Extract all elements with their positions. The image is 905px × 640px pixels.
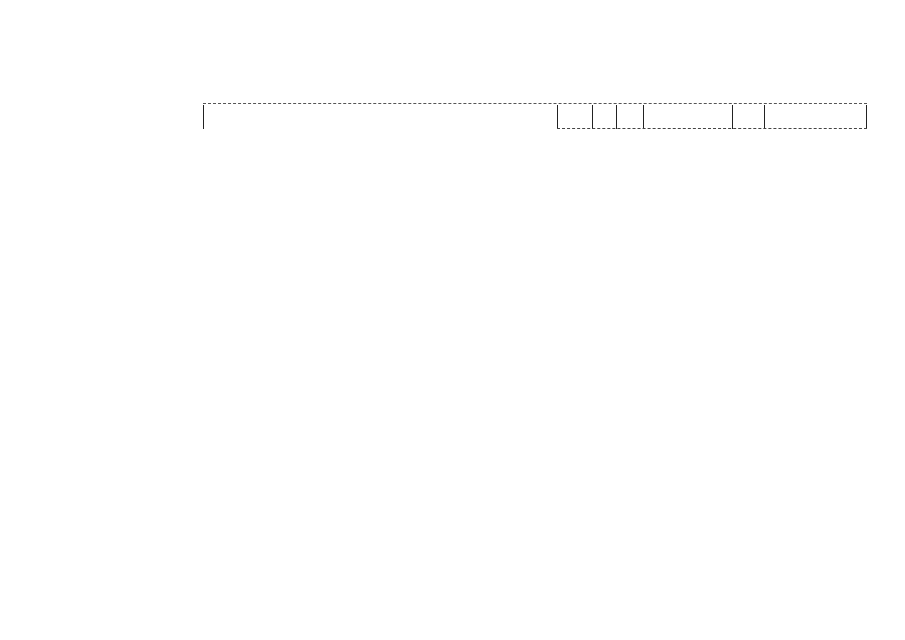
header-name: [207, 108, 555, 128]
header-divider: [557, 105, 558, 129]
header-divider: [643, 105, 644, 129]
header-bottom-rule: [557, 128, 867, 129]
header-pr: [617, 108, 643, 128]
header-rz: [593, 108, 617, 128]
header-divider: [203, 105, 204, 129]
header-divider: [732, 105, 733, 129]
header-vr: [733, 108, 763, 128]
header-ved: [559, 108, 591, 128]
header-divider: [764, 105, 765, 129]
header-csr: [645, 108, 731, 128]
header-top-rule: [203, 103, 867, 104]
header-divider: [866, 105, 867, 129]
header-divider: [592, 105, 593, 129]
header-divider: [616, 105, 617, 129]
header-year: [768, 108, 866, 128]
